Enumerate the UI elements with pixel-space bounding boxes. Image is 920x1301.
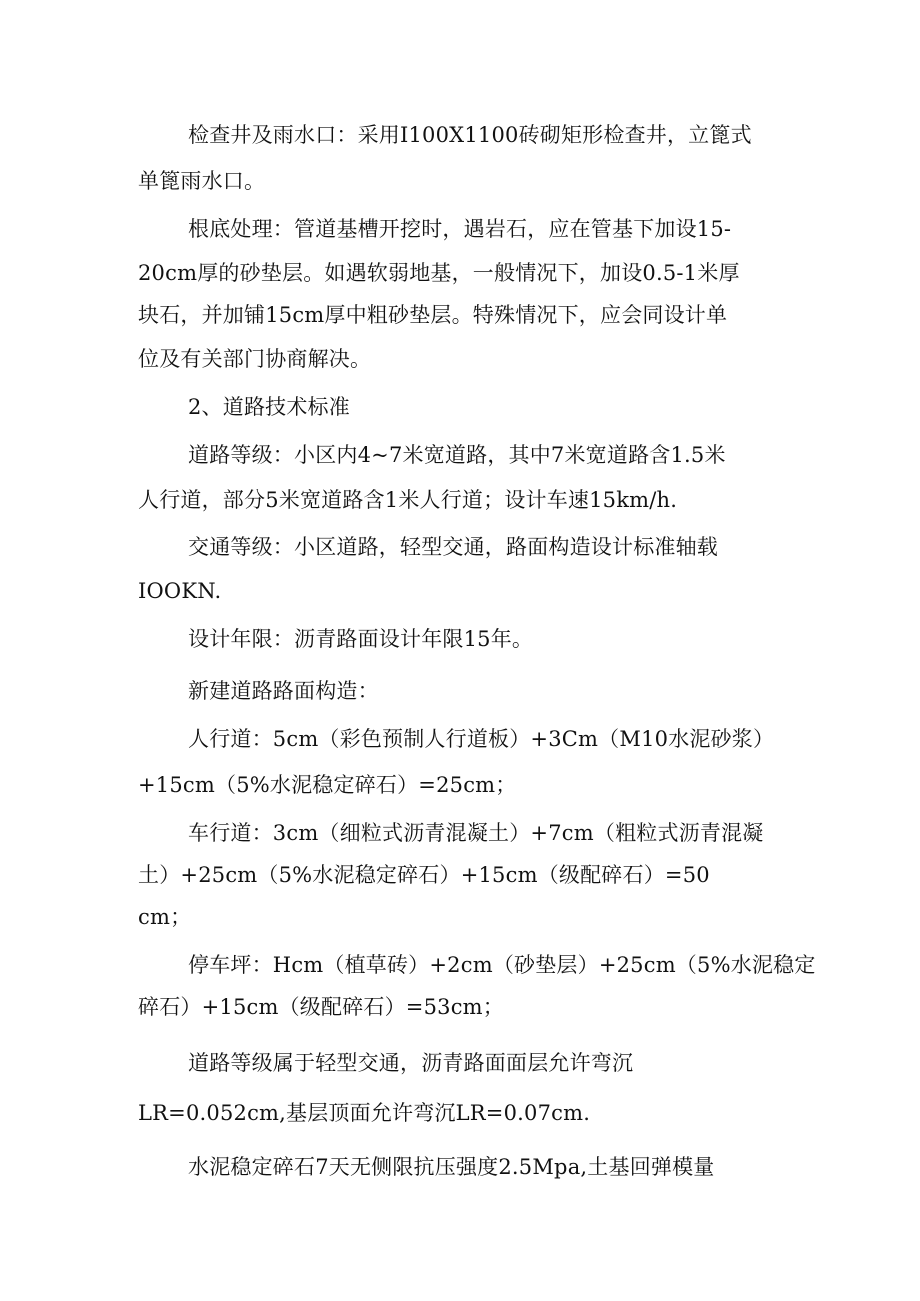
paragraph-parking-line-1: 停车坪：Hcm（植草砖）+2cm（砂垫层）+25cm（5%水泥稳定: [188, 953, 816, 977]
paragraph-sidewalk-line-2: +15cm（5%水泥稳定碎石）=25cm；: [138, 773, 517, 797]
paragraph-carriageway-line-1: 车行道：3cm（细粒式沥青混凝土）+7cm（粗粒式沥青混凝: [188, 821, 764, 845]
paragraph-parking-line-2: 碎石）+15cm（级配碎石）=53cm；: [138, 995, 504, 1019]
paragraph-deflection-line-1: 道路等级属于轻型交通，沥青路面面层允许弯沉: [188, 1051, 634, 1075]
paragraph-design-life: 设计年限：沥青路面设计年限15年。: [188, 627, 534, 651]
paragraph-manhole-line-2: 单篦雨水口。: [138, 169, 266, 193]
paragraph-foundation-line-2: 20cm厚的砂垫层。如遇软弱地基，一般情况下，加设0.5-1米厚: [138, 261, 740, 285]
paragraph-foundation-line-1: 根底处理：管道基槽开挖时，遇岩石，应在管基下加设15-: [188, 217, 732, 241]
section-heading-road-standards: 2、道路技术标准: [188, 395, 350, 419]
paragraph-foundation-line-3: 块石，并加铺15cm厚中粗砂垫层。特殊情况下，应会同设计单: [138, 303, 728, 327]
paragraph-carriageway-line-3: cm；: [138, 905, 192, 929]
paragraph-new-road-structure: 新建道路路面构造：: [188, 679, 379, 703]
paragraph-sidewalk-line-1: 人行道：5cm（彩色预制人行道板）+3Cm（M10水泥砂浆）: [188, 727, 775, 751]
paragraph-cement-stabilized-line-1: 水泥稳定碎石7天无侧限抗压强度2.5Mpa,土基回弹模量: [188, 1155, 715, 1179]
paragraph-road-grade-line-2: 人行道，部分5米宽道路含1米人行道；设计车速15km/h.: [138, 488, 678, 512]
paragraph-foundation-line-4: 位及有关部门协商解决。: [138, 347, 372, 371]
paragraph-carriageway-line-2: 土）+25cm（5%水泥稳定碎石）+15cm（级配碎石）=50: [138, 863, 710, 887]
paragraph-traffic-grade-line-2: IOOKN.: [138, 579, 222, 603]
paragraph-road-grade-line-1: 道路等级：小区内4~7米宽道路，其中7米宽道路含1.5米: [188, 443, 726, 467]
paragraph-manhole-line-1: 检查井及雨水口：采用I100X1100砖砌矩形检查井，立篦式: [188, 123, 752, 147]
paragraph-deflection-line-2: LR=0.052cm,基层顶面允许弯沉LR=0.07cm.: [138, 1101, 591, 1125]
paragraph-traffic-grade-line-1: 交通等级：小区道路，轻型交通，路面构造设计标准轴载: [188, 535, 718, 559]
